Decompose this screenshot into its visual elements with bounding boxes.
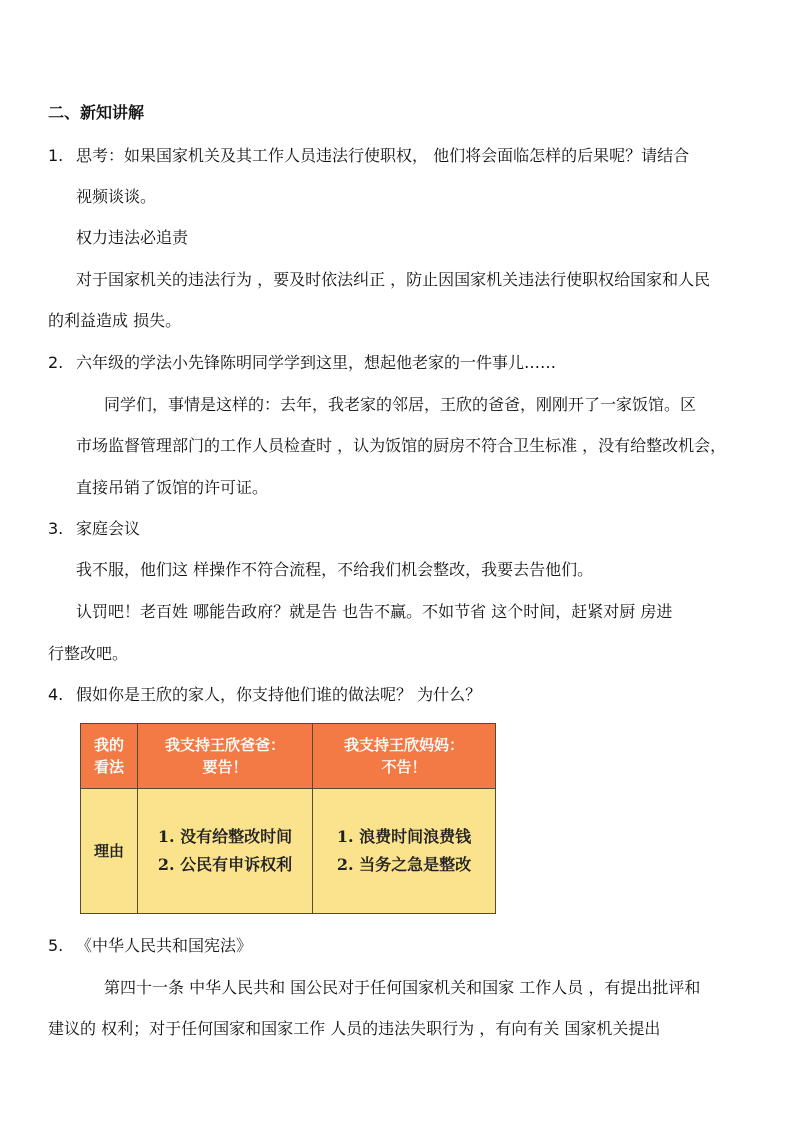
header-cell-support-mom: 我支持王欣妈妈： 不告！: [313, 724, 496, 789]
item-text: 思考：如果国家机关及其工作人员违法行使职权， 他们将会面临怎样的后果呢？请结合: [76, 146, 690, 165]
item-text: 《中华人民共和国宪法》: [76, 936, 253, 955]
header-cell-support-dad: 我支持王欣爸爸： 要告！: [138, 724, 313, 789]
opinion-table: [80, 723, 496, 914]
item-text: 六年级的学法小先锋陈明同学学到这里，想起他老家的一件事儿……: [76, 353, 557, 372]
dialogue-line: 认罚吧！老百姓 哪能告政府？就是告 也告不赢。不如节省 这个时间，赶紧对厨 房进: [76, 602, 673, 621]
row-label-reason: 理由: [81, 789, 138, 914]
paragraph-line: 市场监督管理部门的工作人员检查时 ，认为饭馆的厨房不符合卫生标准 ，没有给整改机会，: [76, 436, 727, 455]
reason-cell-mom: 1. 浪费时间浪费钱 2. 当务之急是整改: [313, 789, 496, 914]
paragraph-line: 同学们，事情是这样的：去年，我老家的邻居，王欣的爸爸，刚刚开了一家饭馆。区: [104, 395, 697, 414]
item-number: 3.: [48, 519, 64, 538]
section-title: 二、新知讲解: [48, 103, 145, 122]
item-text: 假如你是王欣的家人，你支持他们谁的做法呢？ 为什么？: [76, 685, 482, 704]
sub-heading: 权力违法必追责: [76, 228, 189, 247]
paragraph-line: 第四十一条 中华人民共和 国公民对于任何国家机关和国家 工作人员 ，有提出批评和: [104, 978, 701, 997]
paragraph-line: 的利益造成 损失。: [48, 311, 182, 330]
dialogue-line: 我不服，他们这 样操作不符合流程，不给我们机会整改，我要去告他们。: [76, 560, 594, 579]
paragraph-line: 建议的 权利；对于任何国家和国家工作 人员的违法失职行为 ，有向有关 国家机关提出: [48, 1019, 661, 1038]
item-text: 家庭会议: [76, 519, 141, 538]
item-number: 2.: [48, 353, 64, 372]
paragraph-line: 对于国家机关的违法行为 ，要及时依法纠正 ，防止因国家机关违法行使职权给国家和人民: [76, 270, 711, 289]
item-number: 4.: [48, 685, 64, 704]
table-row: [81, 789, 496, 914]
item-number: 5.: [48, 936, 64, 955]
item-number: 1.: [48, 146, 64, 165]
paragraph-line: 直接吊销了饭馆的许可证。: [76, 478, 269, 497]
header-cell-opinion: 我的 看法: [81, 724, 138, 789]
table-header-row: [81, 724, 496, 789]
reason-cell-dad: 1. 没有给整改时间 2. 公民有申诉权利: [138, 789, 313, 914]
item-text: 视频谈谈。: [76, 187, 157, 206]
dialogue-line: 行整改吧。: [48, 644, 129, 663]
